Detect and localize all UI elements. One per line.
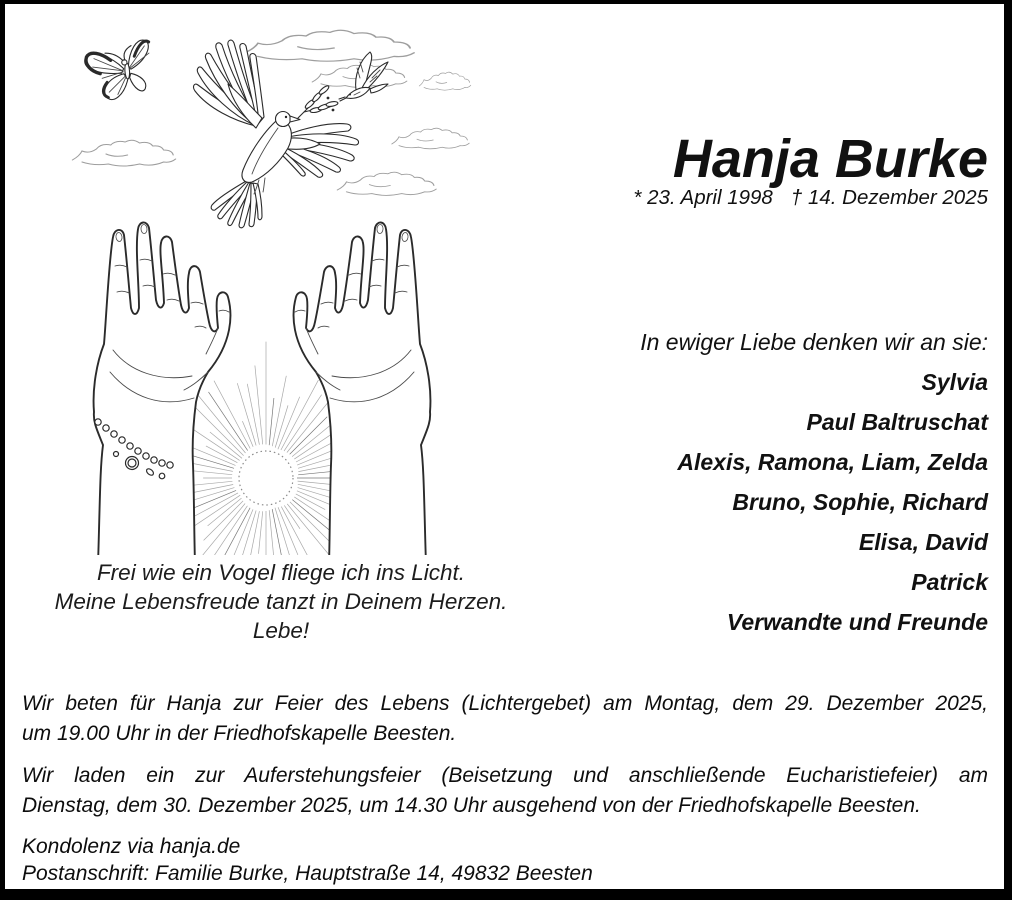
mourner-name: Patrick [911, 569, 988, 595]
life-dates [468, 186, 988, 210]
poem-line: Frei wie ein Vogel fliege ich ins Licht. [96, 560, 466, 585]
prayer-line-1: Wir beten für Hanja zur Feier des Lebens (Lichtergebet) am Montag, dem 29. Dezember 2025, [22, 692, 988, 715]
funeral-line-1: Wir laden ein zur Auferstehungsfeier (Beisetzung und anschließende Eucharistiefeier) am [22, 764, 988, 787]
postal-address-line: Postanschrift: Familie Burke, Hauptstraße 14, 49832 Beesten [22, 862, 593, 885]
butterfly-icon [83, 39, 159, 104]
remembrance-intro: In ewiger Liebe denken wir an sie: [640, 329, 988, 355]
announcements [22, 689, 988, 887]
remembrance-list [518, 322, 988, 642]
death-date: † 14. Dezember 2025 [790, 186, 988, 209]
prayer-line-2: um 19.00 Uhr in der Friedhofskapelle Beesten. [22, 722, 457, 745]
dove-icon [194, 40, 359, 228]
poem-line: Meine Lebensfreude tanzt in Deinem Herzen. [54, 589, 508, 614]
condolence-line: Kondolenz via hanja.de [22, 835, 241, 858]
birth-date: * 23. April 1998 [633, 186, 773, 209]
release-dove-illustration [10, 20, 490, 555]
mourner-name: Paul Baltruschat [806, 409, 988, 435]
sun-icon [239, 451, 293, 505]
mourner-name: Elisa, David [858, 529, 988, 555]
funeral-announcement [22, 761, 988, 821]
mourner-name: Bruno, Sophie, Richard [732, 489, 988, 515]
funeral-line-2: Dienstag, dem 30. Dezember 2025, um 14.30 Uhr ausgehend von der Friedhofskapelle Beesten. [22, 794, 921, 817]
poem-line: Lebe! [252, 618, 310, 643]
left-hand [94, 222, 231, 555]
poem [31, 558, 531, 645]
mourner-name: Verwandte und Freunde [726, 609, 988, 635]
mourner-name: Alexis, Ramona, Liam, Zelda [677, 449, 988, 475]
prayer-announcement [22, 689, 988, 749]
right-hand [294, 222, 431, 555]
condolence-info [22, 833, 988, 887]
deceased-name: Hanja Burke [672, 129, 988, 190]
mourner-name: Sylvia [921, 369, 988, 395]
